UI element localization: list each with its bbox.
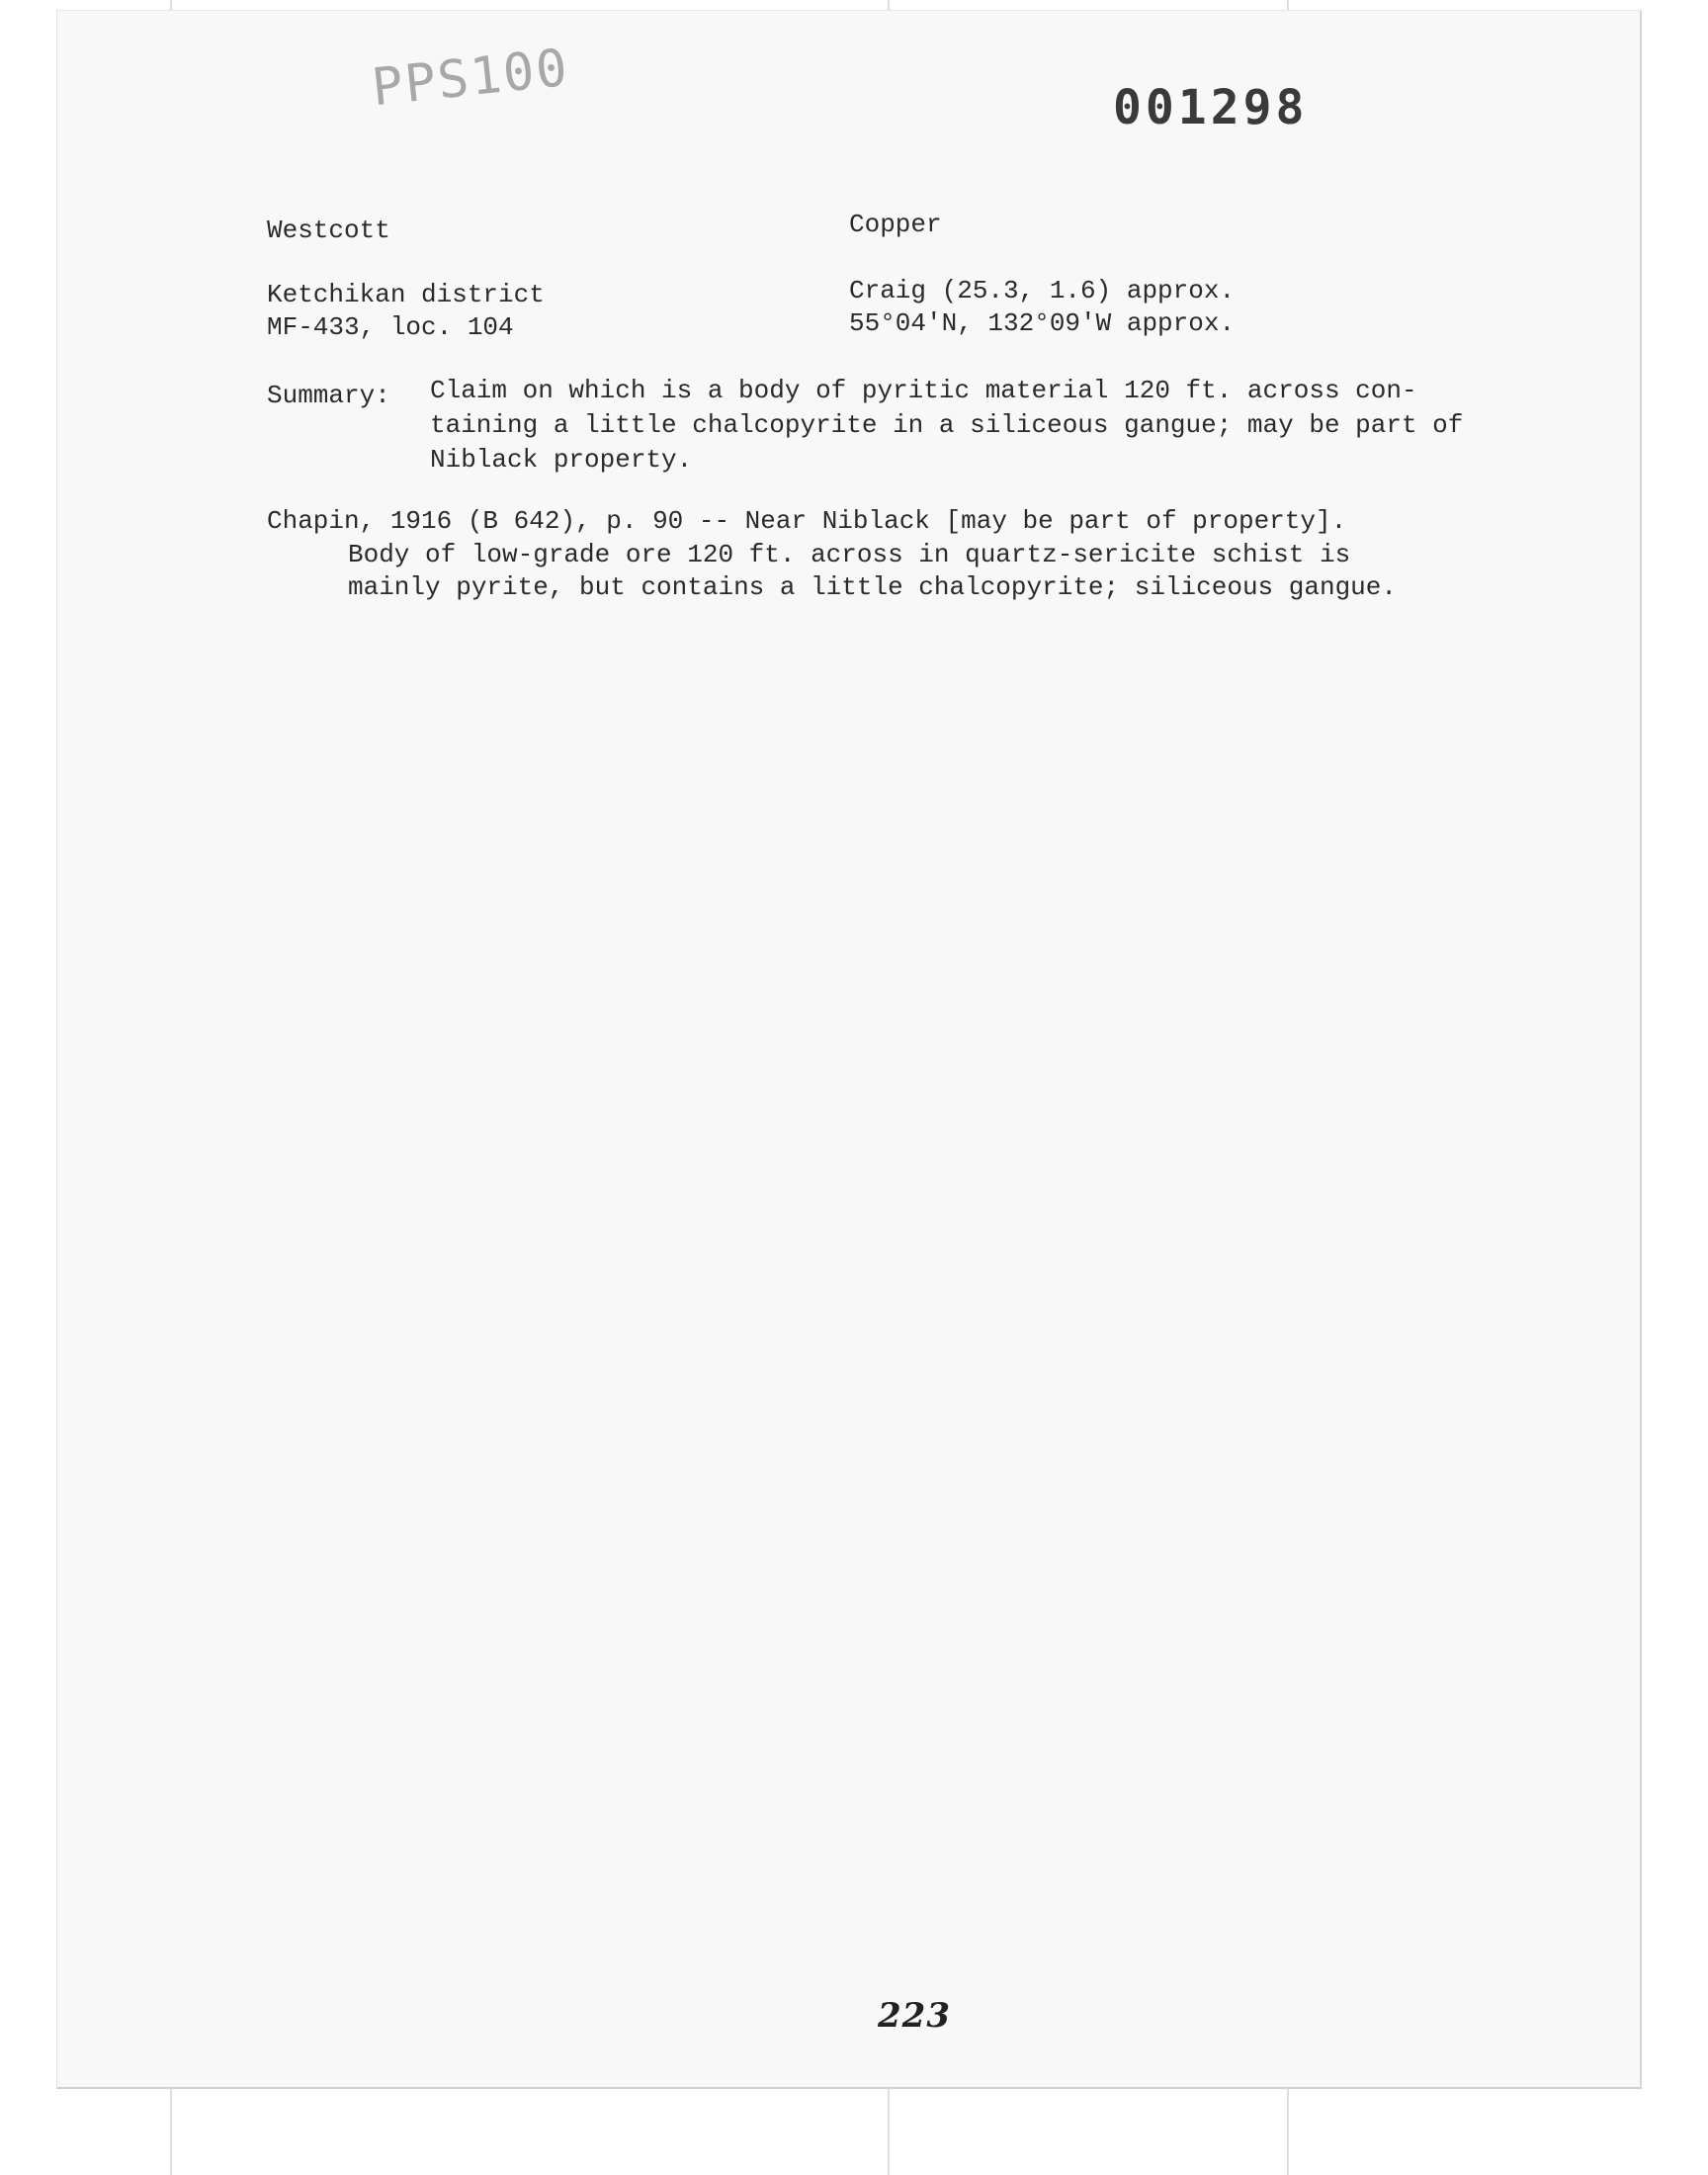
reference-line: mainly pyrite, but contains a little chalcopyrite; siliceous gangue. bbox=[348, 572, 1397, 602]
summary-label: Summary: bbox=[267, 381, 390, 410]
summary-line: taining a little chalcopyrite in a siliceous gangue; may be part of bbox=[430, 410, 1464, 440]
quadrangle-location: Craig (25.3, 1.6) approx. bbox=[849, 276, 1236, 305]
map-reference: MF-433, loc. 104 bbox=[267, 312, 514, 342]
reference-line: Chapin, 1916 (B 642), p. 90 -- Near Niblack [may be part of property]. bbox=[267, 506, 1347, 536]
commodity: Copper bbox=[849, 210, 942, 239]
summary-line: Claim on which is a body of pyritic material 120 ft. across con- bbox=[430, 376, 1417, 405]
coordinates: 55°04'N, 132°09'W approx. bbox=[849, 308, 1236, 338]
faint-stamp-number: PPS100 bbox=[369, 38, 572, 119]
document-page bbox=[56, 10, 1642, 2089]
reference-line: Body of low-grade ore 120 ft. across in quartz-sericite schist is bbox=[348, 540, 1351, 569]
property-name: Westcott bbox=[267, 216, 390, 245]
summary-line: Niblack property. bbox=[430, 445, 693, 475]
handwritten-page-number: 223 bbox=[878, 1996, 951, 2036]
district: Ketchikan district bbox=[267, 280, 545, 309]
record-number-stamp: 001298 bbox=[1113, 80, 1309, 135]
